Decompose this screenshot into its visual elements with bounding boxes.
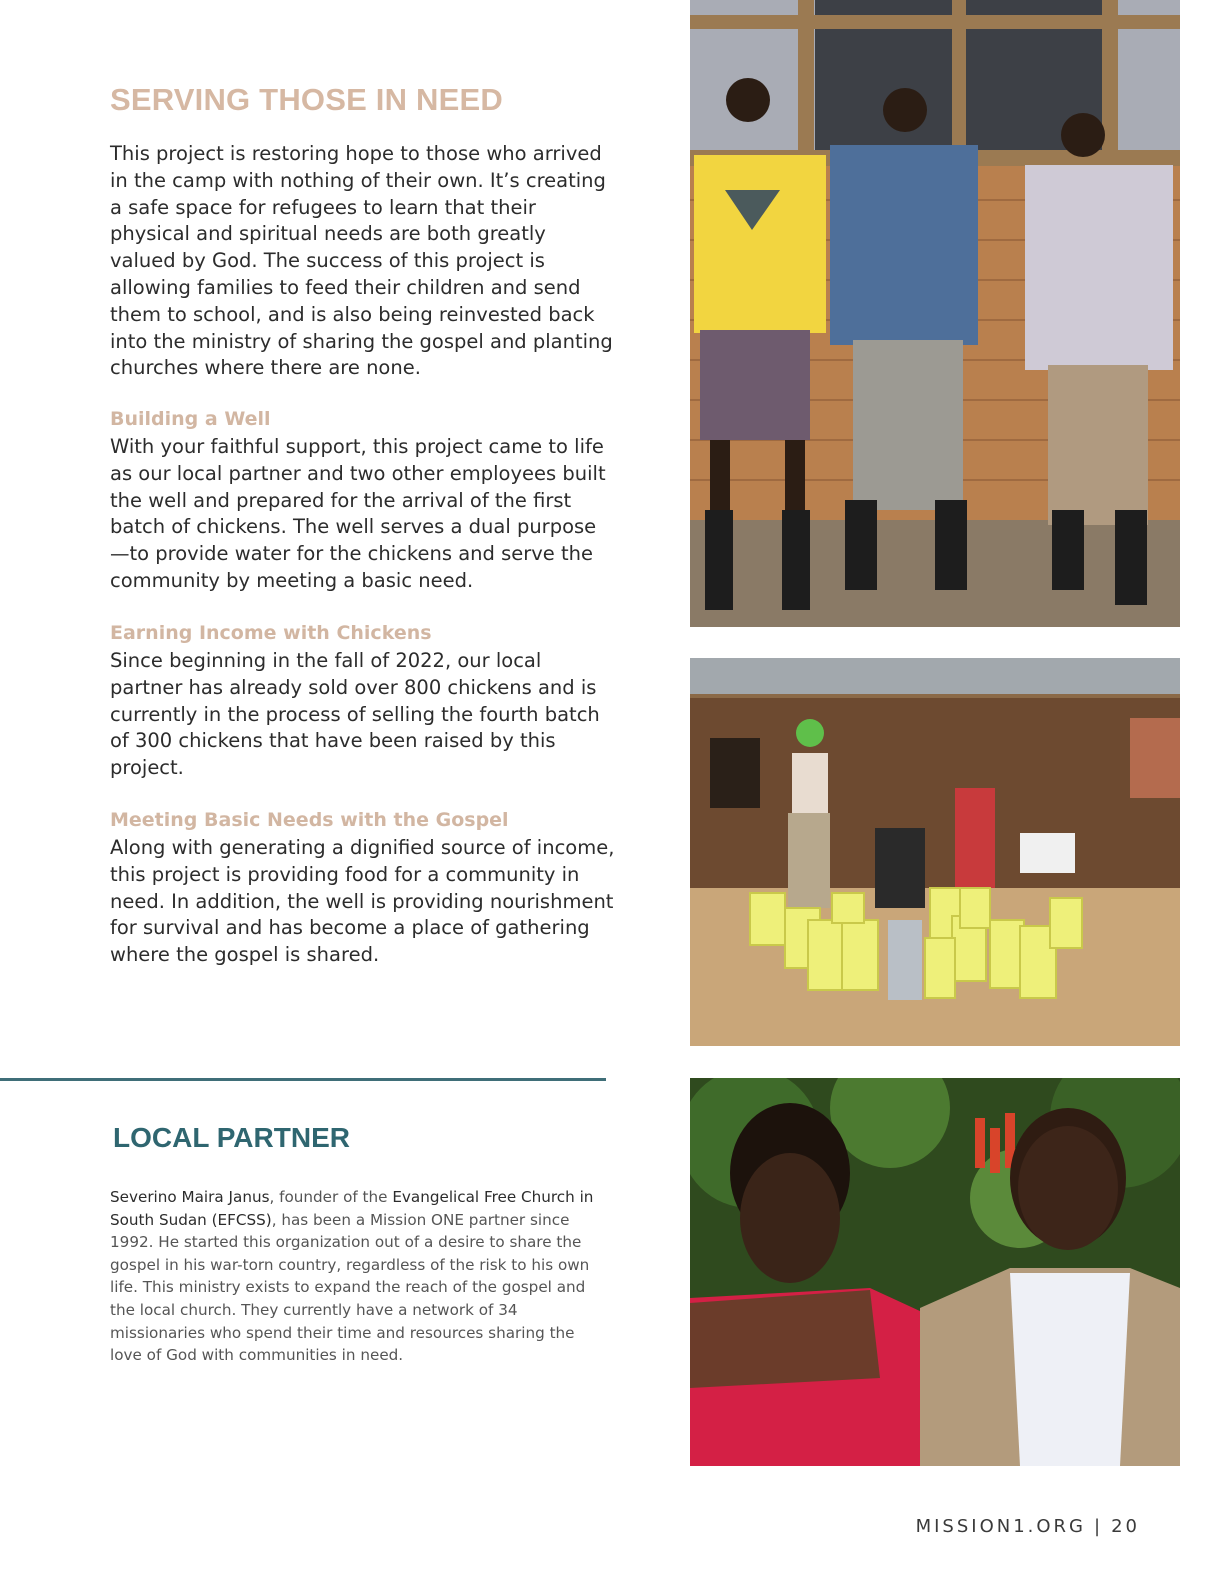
partner-text-1: , founder of the xyxy=(269,1188,393,1206)
footer-separator: | xyxy=(1094,1516,1104,1537)
subsection-body-chickens: Since beginning in the fall of 2022, our local partner has already sold over 800 chickens and is currently in the process of selling the fourth batch of 300 chickens that have been raised by this project. xyxy=(110,649,600,780)
subsection-title-chickens: Earning Income with Chickens xyxy=(110,622,432,644)
page-footer xyxy=(916,1516,1140,1537)
partner-heading: LOCAL PARTNER xyxy=(113,1122,350,1153)
subsection-title-well: Building a Well xyxy=(110,408,271,430)
photo-water-jerrycans xyxy=(690,658,1180,1046)
partner-name: Severino Maira Janus xyxy=(110,1188,270,1206)
photo-three-men xyxy=(690,0,1180,627)
footer-site: MISSION1.ORG xyxy=(915,1516,1087,1537)
section-heading: SERVING THOSE IN NEED xyxy=(110,82,503,117)
subsection-title-gospel: Meeting Basic Needs with the Gospel xyxy=(110,809,509,831)
partner-org: Evangelical Free Church in South Sudan (EFCSS) xyxy=(110,1188,594,1229)
section-divider xyxy=(0,1078,606,1081)
partner-paragraph xyxy=(110,1186,610,1367)
subsection-body-gospel: Along with generating a dignified source of income, this project is providing food for a community in need. In addition, the well is providing nourishment for survival and has become a place of gathering where the gospel is shared. xyxy=(110,836,615,967)
subsection-body-well: With your faithful support, this project came to life as our local partner and two other employees built the well and prepared for the arrival of the first batch of chickens. The well serves a dual purpose—to provide water for the chickens and serve the community by meeting a basic need. xyxy=(110,435,606,592)
intro-paragraph: This project is restoring hope to those who arrived in the camp with nothing of their own. It’s creating a safe space for refugees to learn that their physical and spiritual needs are both greatly valued by God. The success of this project is allowing families to feed their children and send them to school, and is also being reinvested back into the ministry of sharing the gospel and planting churches where there are none. xyxy=(110,142,613,380)
photo-local-partner xyxy=(690,1078,1180,1466)
partner-text-2: , has been a Mission ONE partner since 1992. He started this organization out of a desire to share the gospel in his war-torn country, regardless of the risk to his own life. This ministry exists to expand the reach of the gospel and the local church. They currently have a network of 34 missionaries who spend their time and resources sharing the love of God with communities in need. xyxy=(110,1210,590,1365)
footer-page-number: 20 xyxy=(1111,1516,1140,1537)
